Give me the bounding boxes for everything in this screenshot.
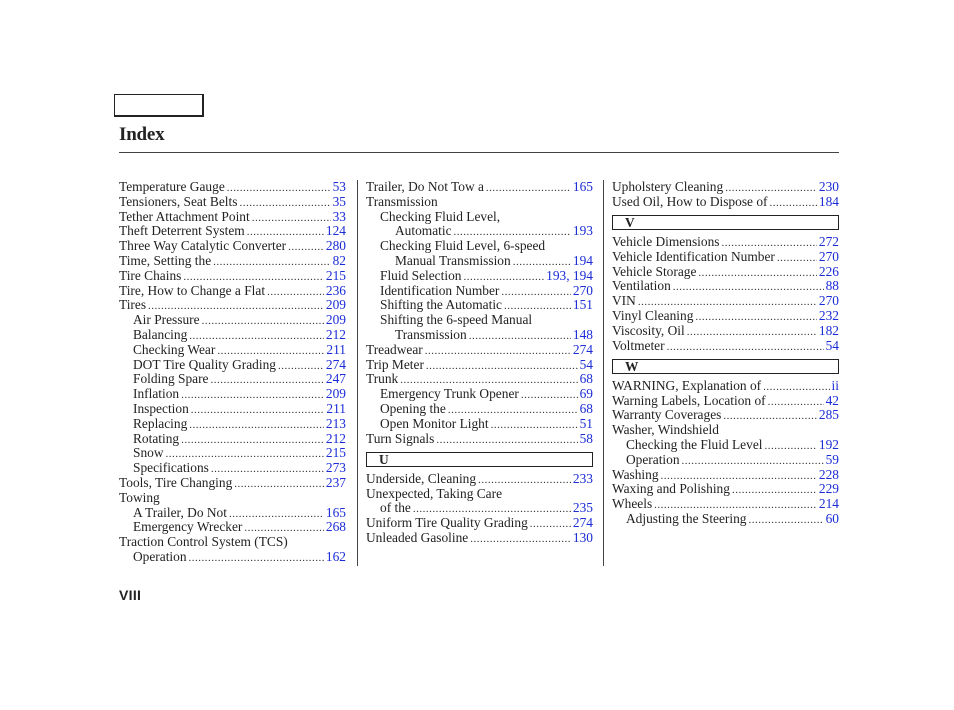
dot-leader (768, 395, 824, 410)
page-reference-link[interactable]: 280 (325, 238, 346, 254)
index-entry (119, 269, 346, 284)
entry-label: Washing (612, 466, 659, 482)
dot-leader (769, 196, 816, 211)
dot-leader (278, 359, 324, 374)
index-entry (119, 195, 346, 210)
entry-label: Tires (119, 297, 147, 313)
index-entry (366, 432, 593, 447)
index-entry (612, 235, 839, 250)
page-reference-link[interactable]: 232 (818, 307, 839, 323)
entry-label: Treadwear (366, 341, 423, 357)
index-subentry (366, 210, 593, 225)
index-entry (612, 423, 839, 438)
page-reference-link[interactable]: 192 (818, 436, 839, 452)
entry-label: Waxing and Polishing (612, 481, 730, 497)
entry-label: Checking Wear (133, 341, 216, 357)
page-reference-link[interactable]: 69 (579, 386, 593, 402)
dot-leader (425, 344, 571, 359)
page-reference-link[interactable]: 215 (325, 445, 346, 461)
entry-label: Specifications (133, 460, 209, 476)
entry-label: Rotating (133, 430, 180, 446)
dot-leader (530, 517, 571, 532)
entry-label: Tensioners, Seat Belts (119, 193, 238, 209)
page-reference-link[interactable]: 228 (818, 466, 839, 482)
dot-leader (181, 433, 324, 448)
page-reference-link[interactable]: 42 (825, 392, 839, 408)
entry-label: Shifting the 6-speed Manual (380, 312, 533, 328)
entry-label: Voltmeter (612, 337, 665, 353)
page-reference-link[interactable]: 33 (332, 208, 346, 224)
page-reference-link[interactable]: 58 (579, 430, 593, 446)
index-entry (612, 408, 839, 423)
section-letter-header: W (612, 359, 839, 374)
page-reference-link[interactable]: 82 (332, 252, 346, 268)
entry-label: Checking the Fluid Level (626, 436, 763, 452)
index-entry (366, 487, 593, 502)
page-reference-link[interactable]: 226 (818, 263, 839, 279)
index-subentry (366, 387, 593, 402)
dot-leader (667, 340, 824, 355)
index-subentry (119, 520, 346, 535)
entry-label: Three Way Catalytic Converter (119, 238, 287, 254)
entry-label: Automatic (395, 223, 452, 239)
title-divider (119, 152, 839, 153)
page-reference-link[interactable]: 194 (572, 252, 593, 268)
page-reference-link[interactable]: 124 (325, 223, 346, 239)
entry-label: Turn Signals (366, 430, 435, 446)
dot-leader (698, 266, 817, 281)
index-subentry (366, 254, 593, 269)
entry-label: DOT Tire Quality Grading (133, 356, 276, 372)
index-subentry (366, 239, 593, 254)
entry-label: Tire Chains (119, 267, 182, 283)
dot-leader (227, 181, 331, 196)
index-subentry (119, 313, 346, 328)
dot-leader (213, 255, 330, 270)
entry-label: Folding Spare (133, 371, 209, 387)
page-reference-link[interactable]: 236 (325, 282, 346, 298)
page-title: Index (119, 124, 165, 145)
page-reference-link[interactable]: ii (831, 377, 839, 393)
dot-leader (189, 418, 324, 433)
index-entry (366, 516, 593, 531)
page-reference-link[interactable]: 151 (572, 297, 593, 313)
dot-leader (469, 329, 571, 344)
dot-leader (191, 403, 325, 418)
page-reference-link[interactable]: 54 (579, 356, 593, 372)
index-column-3 (612, 180, 839, 527)
dot-leader (202, 314, 324, 329)
page-reference-link[interactable]: 162 (325, 548, 346, 564)
index-column-2 (366, 180, 593, 546)
dot-leader (682, 454, 824, 469)
dot-leader (234, 477, 324, 492)
entry-label: Unexpected, Taking Care (366, 485, 503, 501)
entry-label: Replacing (133, 415, 188, 431)
page-reference-link[interactable]: 148 (572, 326, 593, 342)
page-reference-link[interactable]: 215 (325, 267, 346, 283)
entry-label: Open Monitor Light (380, 415, 489, 431)
dot-leader (486, 181, 571, 196)
page-reference-link[interactable]: 59 (825, 451, 839, 467)
index-entry (119, 298, 346, 313)
index-subentry (119, 446, 346, 461)
entry-label: Emergency Wrecker (133, 519, 243, 535)
index-entry (119, 254, 346, 269)
entry-label: Unleaded Gasoline (366, 529, 469, 545)
entry-label: Manual Transmission (395, 252, 511, 268)
page-reference-link[interactable]: 247 (325, 371, 346, 387)
entry-label: Identification Number (380, 282, 500, 298)
entry-label: Vehicle Identification Number (612, 248, 775, 264)
index-entry (612, 279, 839, 294)
dot-leader (189, 551, 324, 566)
index-entry (119, 284, 346, 299)
page-reference-link[interactable]: 229 (818, 481, 839, 497)
page-reference-link[interactable]: 53 (332, 179, 346, 194)
page-number: VIII (119, 587, 142, 603)
page-reference-link[interactable]: 68 (579, 400, 593, 416)
index-entry (612, 468, 839, 483)
entry-label: Trailer, Do Not Tow a (366, 179, 484, 194)
index-subentry (119, 432, 346, 447)
index-entry (119, 239, 346, 254)
index-entry (119, 210, 346, 225)
index-subentry (612, 512, 839, 527)
page-reference-link[interactable]: 214 (818, 496, 839, 512)
entry-label: Warning Labels, Location of (612, 392, 766, 408)
entry-label: Towing (119, 489, 160, 505)
page-reference-link[interactable]: 212 (325, 326, 346, 342)
index-subentry (366, 269, 593, 284)
entry-label: Underside, Cleaning (366, 470, 477, 486)
entry-label: Used Oil, How to Dispose of (612, 193, 768, 209)
entry-label: Balancing (133, 326, 188, 342)
index-subentry (119, 550, 346, 565)
dot-leader (239, 196, 330, 211)
page-reference-link[interactable]: 209 (325, 386, 346, 402)
entry-label: Transmission (395, 326, 467, 342)
index-subentry (366, 501, 593, 516)
page-reference-link[interactable]: 88 (825, 278, 839, 294)
entry-label: Trip Meter (366, 356, 424, 372)
entry-label: Warranty Coverages (612, 407, 722, 423)
dot-leader (687, 325, 817, 340)
page-reference-link[interactable]: 209 (325, 297, 346, 313)
page-reference-link[interactable]: 193, 194 (546, 267, 593, 283)
entry-label: Temperature Gauge (119, 179, 225, 194)
entry-label: Upholstery Cleaning (612, 179, 724, 194)
dot-leader (252, 211, 331, 226)
dot-leader (777, 251, 817, 266)
page-reference-link[interactable]: 285 (818, 407, 839, 423)
entry-label: Trunk (366, 371, 399, 387)
index-subentry (119, 417, 346, 432)
page-reference-link[interactable]: 211 (326, 341, 346, 357)
entry-label: Checking Fluid Level, 6-speed (380, 238, 546, 254)
entry-label: Air Pressure (133, 312, 200, 328)
dot-leader (764, 439, 816, 454)
entry-label: Operation (133, 548, 187, 564)
page-reference-link[interactable]: 209 (325, 312, 346, 328)
dot-leader (521, 388, 578, 403)
entry-label: Vinyl Cleaning (612, 307, 694, 323)
page-reference-link[interactable]: 274 (325, 356, 346, 372)
entry-label: Checking Fluid Level, (380, 208, 501, 224)
dot-leader (426, 359, 578, 374)
entry-label: Adjusting the Steering (626, 510, 747, 526)
entry-label: Shifting the Automatic (380, 297, 502, 313)
entry-label: VIN (612, 293, 636, 309)
dot-leader (491, 418, 578, 433)
entry-label: A Trailer, Do Not (133, 504, 227, 520)
index-column-1 (119, 180, 346, 565)
entry-label: Inspection (133, 400, 189, 416)
dot-leader (732, 483, 817, 498)
index-entry (366, 531, 593, 546)
section-tab-box (114, 94, 204, 117)
index-entry (612, 265, 839, 280)
index-subentry (119, 358, 346, 373)
dot-leader (211, 373, 324, 388)
index-entry (612, 379, 839, 394)
dot-leader (763, 380, 829, 395)
page-reference-link[interactable]: 51 (579, 415, 593, 431)
entry-label: Opening the (380, 400, 446, 416)
page-reference-link[interactable]: 182 (818, 322, 839, 338)
page-reference-link[interactable]: 130 (572, 529, 593, 545)
page-reference-link[interactable]: 165 (325, 504, 346, 520)
index-entry (366, 180, 593, 195)
index-subentry (366, 224, 593, 239)
page-reference-link[interactable]: 274 (572, 341, 593, 357)
dot-leader (695, 310, 817, 325)
page-reference-link[interactable]: 68 (579, 371, 593, 387)
index-subentry (366, 417, 593, 432)
entry-label: Ventilation (612, 278, 671, 294)
entry-label: Tire, How to Change a Flat (119, 282, 266, 298)
index-entry (612, 294, 839, 309)
page-reference-link[interactable]: 212 (325, 430, 346, 446)
page-reference-link[interactable]: 270 (818, 293, 839, 309)
index-subentry (119, 387, 346, 402)
entry-label: WARNING, Explanation of (612, 377, 762, 393)
index-subentry (119, 372, 346, 387)
index-entry (366, 195, 593, 210)
index-subentry (119, 461, 346, 476)
index-entry (612, 250, 839, 265)
entry-label: Washer, Windshield (612, 422, 719, 438)
index-subentry (119, 402, 346, 417)
entry-label: Theft Deterrent System (119, 223, 245, 239)
dot-leader (501, 285, 571, 300)
index-entry (119, 491, 346, 506)
entry-label: Time, Setting the (119, 252, 212, 268)
index-subentry (119, 343, 346, 358)
index-entry (612, 394, 839, 409)
page-reference-link[interactable]: 274 (572, 515, 593, 531)
index-entry (119, 535, 346, 550)
entry-label: of the (380, 500, 411, 516)
page-reference-link[interactable]: 193 (572, 223, 593, 239)
index-entry (612, 309, 839, 324)
page-reference-link[interactable]: 213 (325, 415, 346, 431)
entry-label: Vehicle Dimensions (612, 233, 720, 249)
entry-label: Snow (133, 445, 164, 461)
entry-label: Emergency Trunk Opener (380, 386, 519, 402)
entry-label: Tether Attachment Point (119, 208, 250, 224)
entry-label: Inflation (133, 386, 180, 402)
page-reference-link[interactable]: 54 (825, 337, 839, 353)
index-entry (612, 482, 839, 497)
entry-label: Uniform Tire Quality Grading (366, 515, 528, 531)
index-entry (119, 476, 346, 491)
index-subentry (119, 328, 346, 343)
dot-leader (436, 433, 577, 448)
dot-leader (470, 532, 571, 547)
entry-label: Viscosity, Oil (612, 322, 685, 338)
index-subentry (612, 453, 839, 468)
page-reference-link[interactable]: 230 (818, 179, 839, 194)
index-subentry (366, 328, 593, 343)
entry-label: Traction Control System (TCS) (119, 534, 288, 550)
page-reference-link[interactable]: 184 (818, 193, 839, 209)
index-subentry (612, 438, 839, 453)
dot-leader (749, 513, 824, 528)
dot-leader (267, 285, 324, 300)
page-reference-link[interactable]: 270 (572, 282, 593, 298)
page-reference-link[interactable]: 272 (818, 233, 839, 249)
section-letter-header: V (612, 215, 839, 230)
index-entry (366, 343, 593, 358)
page-reference-link[interactable]: 268 (325, 519, 346, 535)
dot-leader (288, 240, 324, 255)
page-reference-link[interactable]: 273 (325, 460, 346, 476)
entry-label: Transmission (366, 193, 438, 209)
index-entry (612, 324, 839, 339)
page-reference-link[interactable]: 233 (572, 470, 593, 486)
page-reference-link[interactable]: 211 (326, 400, 346, 416)
index-subentry (366, 402, 593, 417)
section-letter-header: U (366, 452, 593, 467)
index-subentry (366, 284, 593, 299)
entry-label: Vehicle Storage (612, 263, 697, 279)
dot-leader (229, 507, 324, 522)
page-reference-link[interactable]: 60 (825, 510, 839, 526)
index-entry (366, 472, 593, 487)
index-entry (366, 358, 593, 373)
page-reference-link[interactable]: 165 (572, 179, 593, 194)
entry-label: Fluid Selection (380, 267, 462, 283)
index-entry (119, 224, 346, 239)
dot-leader (181, 388, 324, 403)
index-entry (612, 195, 839, 210)
index-subentry (366, 313, 593, 328)
index-entry (119, 180, 346, 195)
index-entry (612, 180, 839, 195)
dot-leader (723, 409, 817, 424)
column-divider (357, 180, 358, 566)
entry-label: Tools, Tire Changing (119, 474, 233, 490)
page-reference-link[interactable]: 35 (332, 193, 346, 209)
index-entry (612, 339, 839, 354)
dot-leader (673, 280, 824, 295)
page-reference-link[interactable]: 235 (572, 500, 593, 516)
page-reference-link[interactable]: 270 (818, 248, 839, 264)
index-entry (612, 497, 839, 512)
index-entry (366, 372, 593, 387)
entry-label: Wheels (612, 496, 653, 512)
column-divider (603, 180, 604, 566)
index-subentry (366, 298, 593, 313)
index-subentry (119, 506, 346, 521)
entry-label: Operation (626, 451, 680, 467)
page-reference-link[interactable]: 237 (325, 474, 346, 490)
